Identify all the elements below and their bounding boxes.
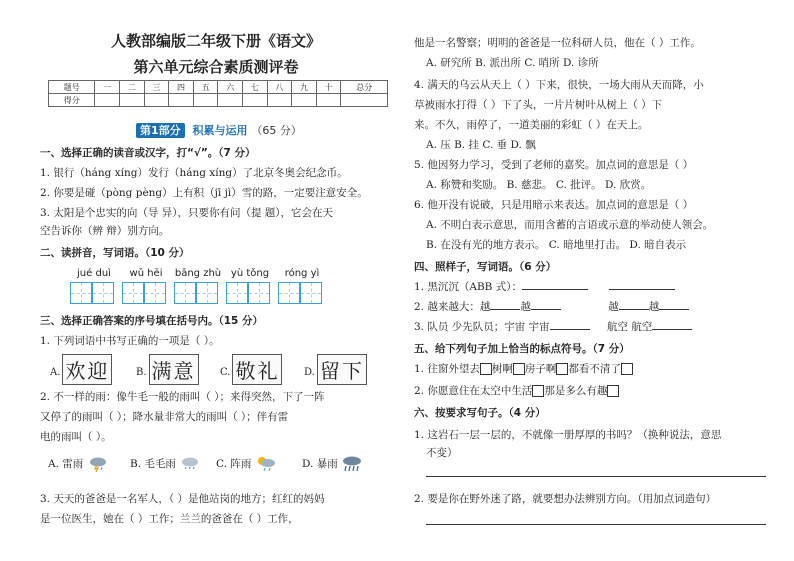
pinyin-item: bāng zhù (174, 268, 222, 279)
score-cell: 五 (193, 81, 218, 94)
score-cell: 四 (169, 81, 194, 94)
answer-line[interactable] (426, 524, 766, 525)
answer-blank[interactable] (531, 309, 561, 310)
score-table-header-row (49, 81, 388, 94)
score-cell: 总分 (341, 81, 388, 94)
score-input[interactable] (292, 94, 317, 107)
answer-blank[interactable] (609, 289, 675, 290)
s6-question-1a: 1. 这岩石一层一层的，不就像一册厚厚的书吗？（换种说法，意思 (414, 429, 722, 441)
s3-question-1: 1. 下列词语中书写正确的一项是（ ）。 (40, 335, 220, 347)
score-cell: 七 (243, 81, 268, 94)
tian-grid-2[interactable] (122, 282, 166, 304)
pinyin-item: yù tǒng (230, 268, 270, 279)
s3-question-2a: 2. 不一样的雨：像牛毛一般的雨叫（ ）；来得突然，下了一阵 (40, 391, 325, 403)
score-cell: 六 (218, 81, 243, 94)
score-cell: 二 (120, 81, 145, 94)
score-cell: 三 (144, 81, 169, 94)
part1-points: （65 分） (251, 124, 302, 137)
pinyin-item: jué duì (77, 268, 111, 279)
exam-title: 人教部编版二年级下册《语文》 (110, 32, 321, 50)
s3-question-4a: 4. 满天的乌云从天上（ ）下来，很快，一场大雨从天而降，小 (414, 79, 704, 91)
answer-line[interactable] (426, 476, 766, 477)
answer-blank[interactable] (522, 289, 588, 290)
score-input[interactable] (193, 94, 218, 107)
section3-title: 三、选择正确答案的序号填在括号内。（15 分） (40, 315, 264, 327)
section1-title: 一、选择正确的读音或汉字，打“√”。（7 分） (40, 147, 256, 159)
pinyin-item: wǔ hēi (129, 268, 163, 279)
s3-question-2c: 电的雨叫（ ）。 (40, 431, 112, 443)
score-cell: 一 (95, 81, 120, 94)
s3-q1-option-a[interactable]: A. 欢迎 (50, 354, 112, 385)
answer-blank[interactable] (550, 329, 590, 330)
score-table-score-row (49, 94, 388, 107)
punctuation-box[interactable] (480, 363, 492, 375)
section2-title: 二、读拼音，写词语。（10 分） (40, 247, 190, 259)
s3-q2-option-c[interactable]: C. 阵雨 (216, 456, 277, 472)
pinyin-item: róng yì (284, 268, 320, 279)
answer-blank[interactable] (490, 309, 520, 310)
score-input[interactable] (267, 94, 292, 107)
score-input[interactable] (169, 94, 194, 107)
s1-question-1: 1. 银行（háng xíng）发行（háng xíng）了北京冬奥会纪念币。 (40, 167, 348, 179)
punctuation-box[interactable] (556, 363, 568, 375)
right-column (414, 0, 772, 561)
s3-q1-option-b[interactable]: B. 满意 (136, 354, 199, 385)
answer-blank[interactable] (659, 309, 689, 310)
s3-q2-option-d[interactable]: D. 暴雨 (302, 456, 363, 472)
score-cell: 八 (267, 81, 292, 94)
s5-question-1: 1. 往窗外望去 树啊 房子啊 都看不清了 (414, 362, 633, 376)
s3-question-5: 5. 他因努力学习，受到了老师的嘉奖。加点词的意思是（ ） (414, 159, 694, 171)
punctuation-box[interactable] (607, 385, 619, 397)
s3-q6-options-bcd: B. 在没有光的地方表示。 C. 暗地里打击。 D. 暗自表示 (426, 239, 687, 251)
s1-question-3a: 3. 太阳是个忠实的向（导 异），只要你有问（提 题），它会在天 (40, 207, 334, 219)
exam-subtitle: 第六单元综合素质测评卷 (133, 58, 299, 76)
s3-q4-options: A. 压 B. 挂 C. 垂 D. 飘 (426, 139, 536, 151)
pinyin-row (68, 268, 328, 279)
section5-title: 五、给下列句子加上恰当的标点符号。（7 分） (414, 343, 630, 355)
score-input[interactable] (218, 94, 243, 107)
tian-grid-5[interactable] (278, 282, 322, 304)
answer-blank[interactable] (652, 329, 692, 330)
s1-question-2: 2. 你要是碰（pòng pèng）上有积（jī jì）雪的路，一定要注意安全。 (40, 187, 368, 199)
score-input[interactable] (95, 94, 120, 107)
part1-title: 积累与运用 (192, 124, 248, 137)
s6-question-1b: 不变） (426, 447, 458, 459)
part1-heading (136, 122, 302, 138)
section4-title: 四、照样子，写词语。（6 分） (414, 261, 557, 273)
s4-question-1: 1. 黑沉沉（ABB 式）： (414, 280, 675, 294)
section6-title: 六、按要求写句子。（4 分） (414, 407, 546, 419)
s3-question-3a: 3. 天天的爸爸是一名军人，（ ）是他站岗的地方；红红的妈妈 (40, 493, 325, 505)
score-label: 得分 (49, 94, 95, 107)
score-cell: 题号 (49, 81, 95, 94)
s3-q3-options: A. 研究所 B. 派出所 C. 哨所 D. 诊所 (426, 57, 599, 69)
thunderstorm-icon (87, 456, 109, 472)
s3-question-3b: 是一位医生，她在（ ）工作；兰兰的爸爸在（ ）工作， (40, 513, 299, 525)
tian-grid-3[interactable] (174, 282, 218, 304)
s3-q6-option-a: A. 不明白表示意思，而用含蓄的言语或示意的举动使人领会。 (426, 219, 714, 231)
tian-grid-4[interactable] (226, 282, 270, 304)
s3-q1-option-c[interactable]: C. 敬礼 (220, 354, 282, 385)
s3-question-6: 6. 他开没有说破，只是用暗示来表达。加点词的意思是（ ） (414, 199, 694, 211)
score-input[interactable] (144, 94, 169, 107)
punctuation-box[interactable] (621, 363, 633, 375)
s3-question-4b: 草被雨水打得（ ）下了头，一片片树叶从树上（ ）下 (414, 99, 663, 111)
s1-question-3b: 空告诉你（辨 辩）别方向。 (40, 225, 170, 237)
s3-question-2b: 又停了的雨叫（ ）；降水量非常大的雨叫（ ）；伴有雷 (40, 411, 289, 423)
s4-question-2: 2. 越来越大：越 越 越 越 (414, 300, 689, 314)
score-input[interactable] (243, 94, 268, 107)
s6-question-2: 2. 要是你在野外迷了路，就要想办法辨别方向。（用加点词造句） (414, 493, 717, 505)
score-input[interactable] (120, 94, 145, 107)
s3-q2-option-a[interactable]: A. 雷雨 (48, 456, 109, 472)
score-cell: 九 (292, 81, 317, 94)
score-cell: 十 (316, 81, 341, 94)
answer-blank[interactable] (619, 309, 649, 310)
s3-q2-option-b[interactable]: B. 毛毛雨 (130, 456, 201, 472)
s3-question-3c: 他是一名警察；明明的爸爸是一位科研人员，他在（ ）工作。 (414, 37, 701, 49)
part1-badge: 第1部分 (136, 123, 185, 138)
drizzle-icon (179, 456, 201, 472)
s5-question-2: 2. 你愿意住在太空中生活 那是多么有趣 (414, 384, 619, 398)
s3-question-4c: 来。不久，雨停了，一道美丽的彩虹（ ）在天上。 (414, 119, 649, 131)
tian-grid-1[interactable] (70, 282, 114, 304)
shower-icon (255, 456, 277, 472)
score-input[interactable] (316, 94, 341, 107)
s4-question-3: 3. 队员 少先队员；宇宙 宇宙 航空 航空 (414, 320, 692, 334)
left-column (40, 0, 392, 561)
heavy-rain-icon (341, 456, 363, 472)
punctuation-box[interactable] (513, 363, 525, 375)
s3-q1-option-d[interactable]: D. 留下 (304, 354, 367, 385)
punctuation-box[interactable] (532, 385, 544, 397)
score-table (48, 80, 388, 107)
score-input[interactable] (341, 94, 388, 107)
s3-q5-options: A. 称赞和奖励。 B. 慈悲。 C. 批评。 D. 欣赏。 (426, 179, 652, 191)
